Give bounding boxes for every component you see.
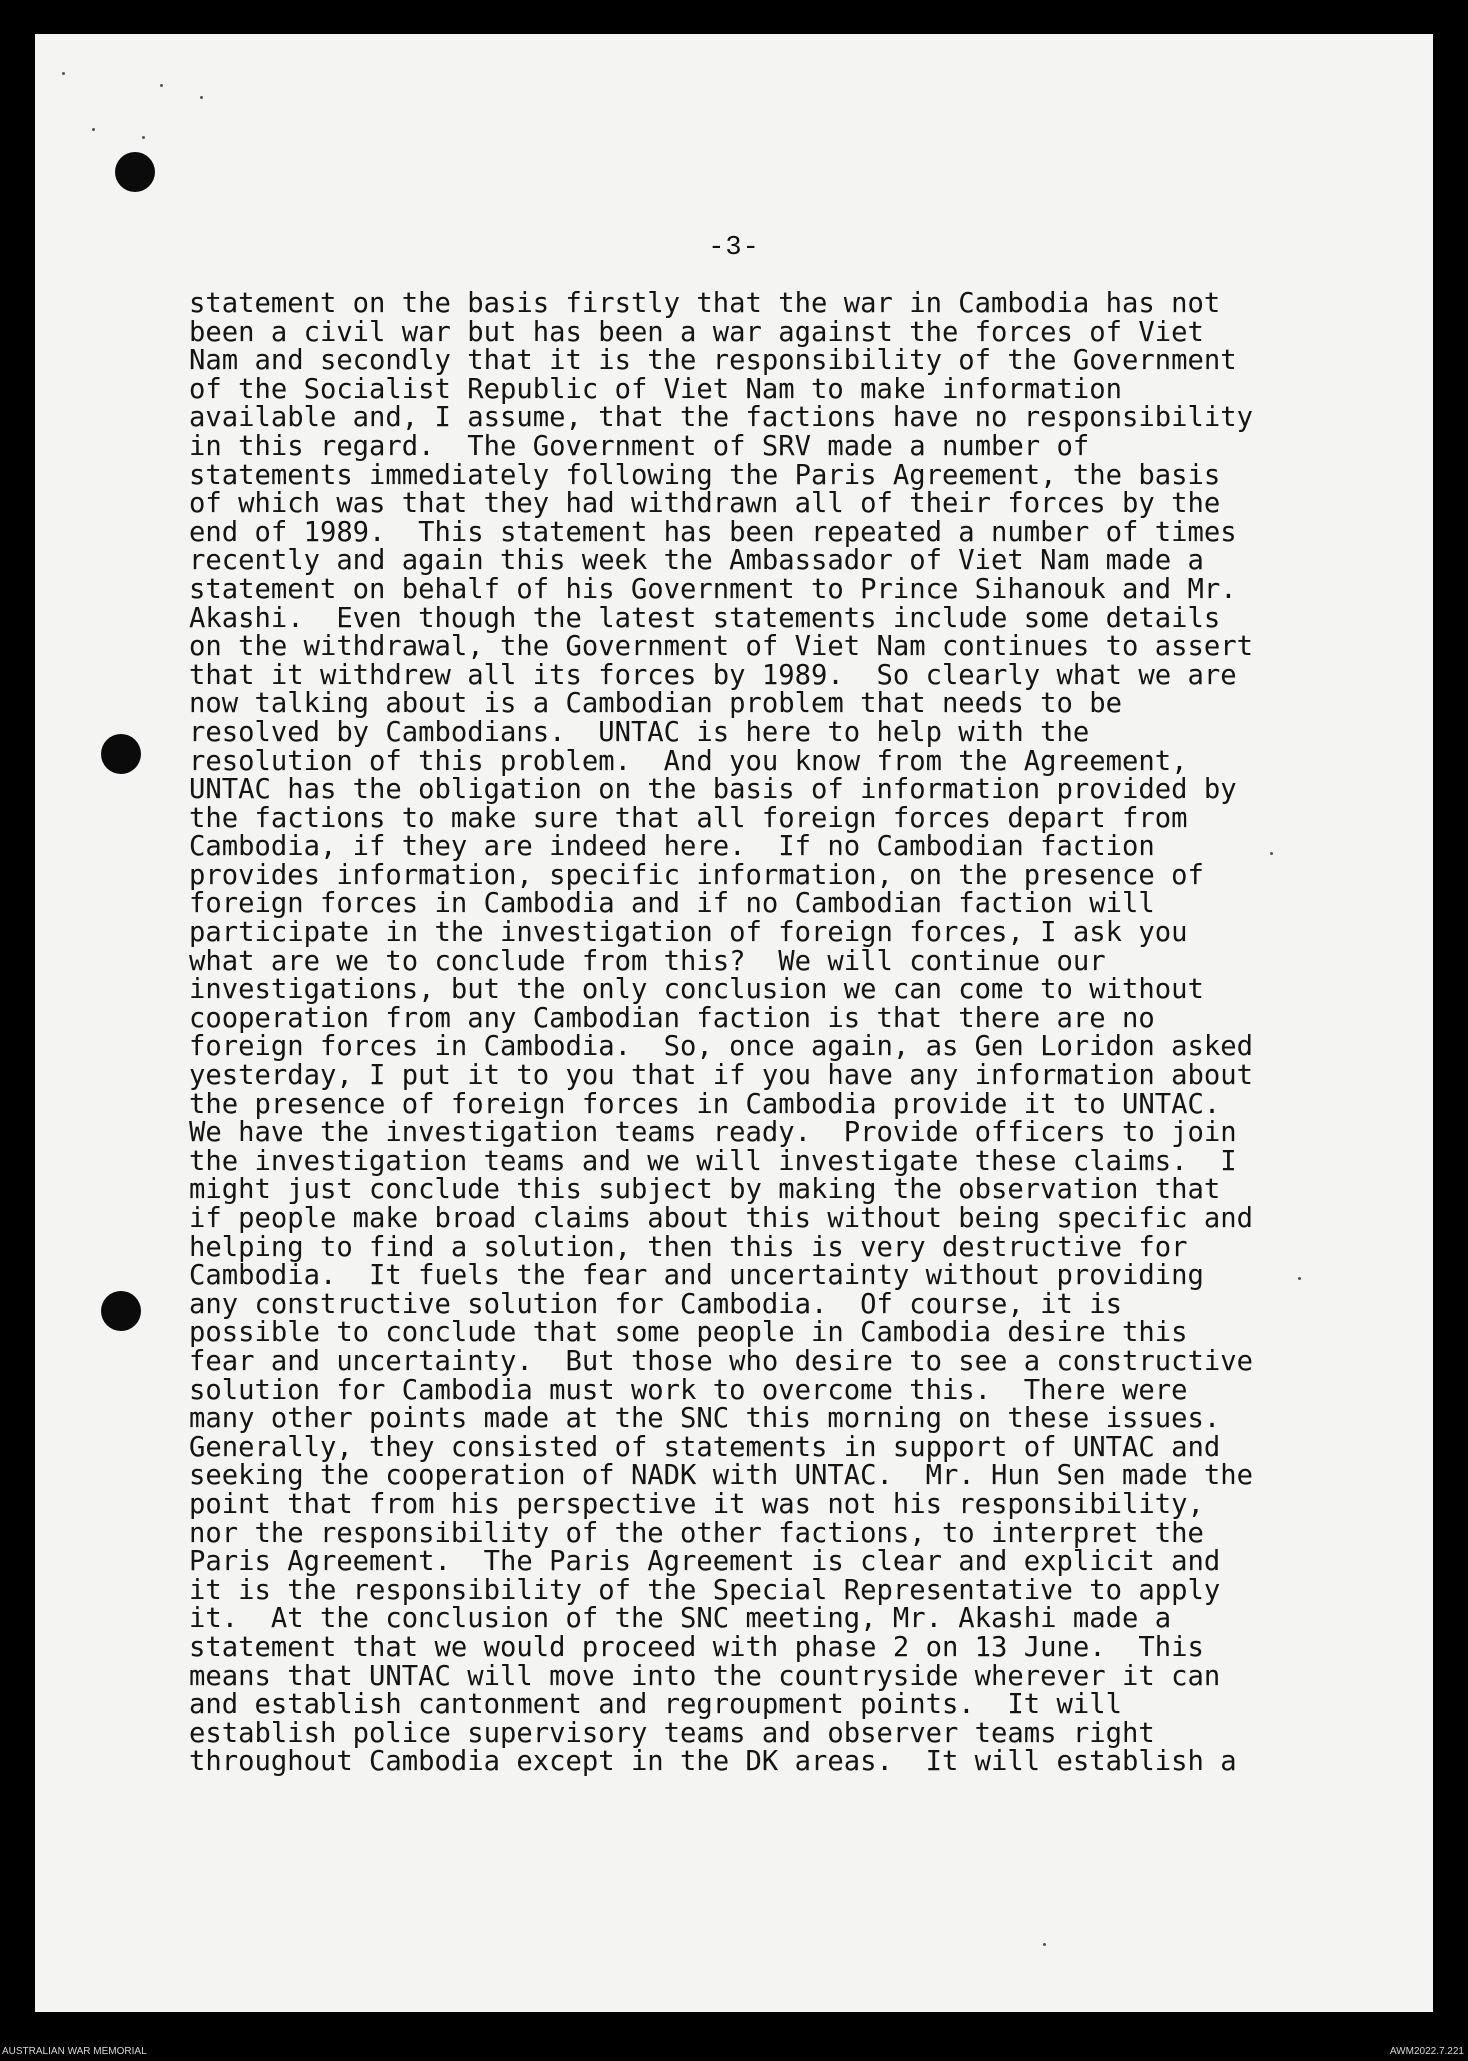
body-line: been a civil war but has been a war against the forces of Viet	[189, 316, 1204, 348]
body-line: it. At the conclusion of the SNC meeting, Mr. Akashi made a	[189, 1603, 1172, 1635]
body-line: might just conclude this subject by making the observation that	[189, 1174, 1221, 1206]
body-line: participate in the investigation of foreign forces, I ask you	[189, 917, 1188, 949]
body-line: throughout Cambodia except in the DK areas. It will establish a	[189, 1746, 1237, 1778]
body-line: resolved by Cambodians. UNTAC is here to help with the	[189, 716, 1090, 748]
body-line: Akashi. Even though the latest statements include some details	[189, 602, 1221, 634]
paper-speck	[160, 84, 163, 87]
paper-speck	[200, 96, 203, 99]
body-line: and establish cantonment and regroupment points. It will	[189, 1689, 1122, 1721]
paper-speck	[62, 72, 65, 75]
body-line: establish police supervisory teams and observer teams right	[189, 1717, 1155, 1749]
body-line: if people make broad claims about this without being specific and	[189, 1203, 1253, 1234]
body-line: nor the responsibility of the other factions, to interpret the	[189, 1517, 1204, 1549]
body-text	[189, 290, 1349, 1777]
body-line: end of 1989. This statement has been repeated a number of times	[189, 516, 1237, 548]
body-line: foreign forces in Cambodia and if no Cambodian faction will	[189, 888, 1155, 920]
body-line: that it withdrew all its forces by 1989. So clearly what we are	[189, 659, 1237, 691]
body-line: the investigation teams and we will investigate these claims. I	[189, 1145, 1237, 1177]
body-line: solution for Cambodia must work to overcome this. There were	[189, 1374, 1188, 1406]
body-line: statements immediately following the Paris Agreement, the basis	[189, 459, 1221, 491]
body-line: many other points made at the SNC this morning on these issues.	[189, 1403, 1221, 1435]
body-line: available and, I assume, that the factions have no responsibility	[189, 402, 1253, 434]
paper-speck	[1043, 1943, 1046, 1946]
body-line: seeking the cooperation of NADK with UNTAC. Mr. Hun Sen made the	[189, 1460, 1253, 1492]
body-line: Cambodia. It fuels the fear and uncertainty without providing	[189, 1260, 1204, 1292]
body-line: resolution of this problem. And you know from the Agreement,	[189, 745, 1188, 777]
page-number: -3-	[708, 233, 760, 263]
body-line: of the Socialist Republic of Viet Nam to make information	[189, 373, 1122, 405]
body-line: the factions to make sure that all foreign forces depart from	[189, 802, 1188, 834]
body-line: possible to conclude that some people in Cambodia desire this	[189, 1317, 1188, 1349]
body-line: what are we to conclude from this? We will continue our	[189, 945, 1106, 977]
body-line: Generally, they consisted of statements in support of UNTAC and	[189, 1431, 1221, 1463]
body-line: yesterday, I put it to you that if you have any information about	[189, 1060, 1253, 1092]
punch-hole-middle	[101, 734, 141, 774]
footer-archive-name: AUSTRALIAN WAR MEMORIAL	[2, 2046, 147, 2057]
body-line: recently and again this week the Ambassador of Viet Nam made a	[189, 545, 1204, 577]
punch-hole-top	[115, 152, 155, 192]
paper-speck	[142, 136, 145, 139]
footer-item-reference: AWM2022.7.221	[1389, 2046, 1464, 2057]
body-line: Cambodia, if they are indeed here. If no Cambodian faction	[189, 831, 1155, 863]
body-line: helping to find a solution, then this is very destructive for	[189, 1231, 1188, 1263]
body-line: UNTAC has the obligation on the basis of information provided by	[189, 774, 1237, 806]
body-line: We have the investigation teams ready. Provide officers to join	[189, 1117, 1237, 1149]
body-line: statement on the basis firstly that the war in Cambodia has not	[189, 288, 1221, 319]
body-line: statement on behalf of his Government to Prince Sihanouk and Mr.	[189, 573, 1237, 605]
body-line: the presence of foreign forces in Cambodia provide it to UNTAC.	[189, 1088, 1221, 1120]
body-line: any constructive solution for Cambodia. Of course, it is	[189, 1288, 1122, 1320]
body-line: of which was that they had withdrawn all of their forces by the	[189, 488, 1221, 520]
body-line: it is the responsibility of the Special Representative to apply	[189, 1574, 1221, 1606]
paper-speck	[92, 128, 95, 131]
body-line: fear and uncertainty. But those who desire to see a constructive	[189, 1345, 1253, 1377]
body-line: statement that we would proceed with phase 2 on 13 June. This	[189, 1631, 1204, 1663]
body-line: point that from his perspective it was not his responsibility,	[189, 1488, 1204, 1520]
body-line: cooperation from any Cambodian faction is that there are no	[189, 1002, 1155, 1034]
body-line: means that UNTAC will move into the countryside wherever it can	[189, 1660, 1221, 1692]
body-line: Nam and secondly that it is the responsibility of the Government	[189, 345, 1237, 377]
punch-hole-lower	[101, 1291, 141, 1331]
body-line: now talking about is a Cambodian problem that needs to be	[189, 688, 1122, 720]
body-line: on the withdrawal, the Government of Viet Nam continues to assert	[189, 631, 1253, 663]
body-line: investigations, but the only conclusion we can come to without	[189, 974, 1204, 1006]
body-line: in this regard. The Government of SRV made a number of	[189, 430, 1090, 462]
body-line: Paris Agreement. The Paris Agreement is clear and explicit and	[189, 1546, 1221, 1578]
body-line: provides information, specific information, on the presence of	[189, 859, 1204, 891]
body-line: foreign forces in Cambodia. So, once again, as Gen Loridon asked	[189, 1031, 1253, 1063]
